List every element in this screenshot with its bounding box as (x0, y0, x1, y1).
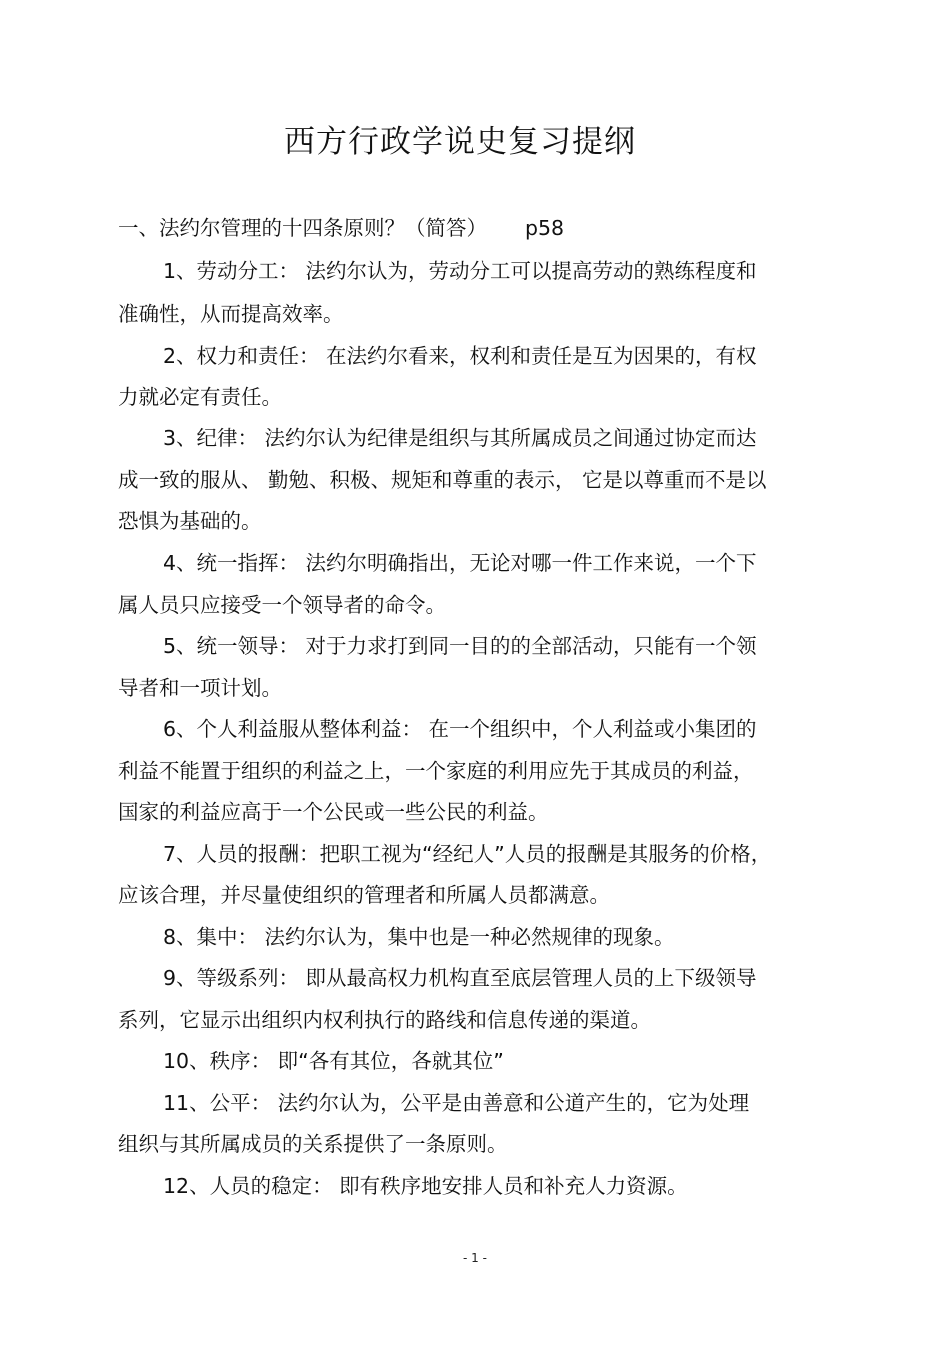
paragraph-line: 属人员只应接受一个领导者的命令。 (118, 593, 446, 617)
paragraph-line: 导者和一项计划。 (118, 676, 282, 700)
paragraph-line: 利益不能置于组织的利益之上，一个家庭的利用应先于其成员的利益， (118, 759, 754, 783)
paragraph-line: 8、集中： 法约尔认为，集中也是一种必然规律的现象。 (163, 925, 675, 949)
paragraph-line: 12、人员的稳定： 即有秩序地安排人员和补充人力资源。 (163, 1174, 688, 1198)
paragraph-line: 11、公平： 法约尔认为，公平是由善意和公道产生的，它为处理 (163, 1091, 750, 1115)
page-reference: p58 (525, 216, 565, 240)
paragraph-line: 5、统一领导： 对于力求打到同一目的的全部活动，只能有一个领 (163, 634, 757, 658)
paragraph-line: 2、权力和责任： 在法约尔看来，权利和责任是互为因果的，有权 (163, 344, 757, 368)
paragraph-line: 力就必定有责任。 (118, 385, 282, 409)
paragraph-line: 1、劳动分工： 法约尔认为，劳动分工可以提高劳动的熟练程度和 (163, 259, 757, 283)
section-heading-text: 一、法约尔管理的十四条原则？（简答） (118, 216, 487, 240)
paragraph-line: 准确性，从而提高效率。 (118, 302, 344, 326)
paragraph-line: 10、秩序： 即“各有其位，各就其位” (163, 1049, 504, 1073)
paragraph-line: 系列，它显示出组织内权利执行的路线和信息传递的渠道。 (118, 1008, 651, 1032)
paragraph-line: 恐惧为基础的。 (118, 509, 262, 533)
paragraph-line: 组织与其所属成员的关系提供了一条原则。 (118, 1132, 508, 1156)
paragraph-line: 成一致的服从、 勤勉、积极、规矩和尊重的表示， 它是以尊重而不是以 (118, 468, 767, 492)
paragraph-line: 4、统一指挥： 法约尔明确指出，无论对哪一件工作来说，一个下 (163, 551, 757, 575)
paragraph-line: 7、人员的报酬：把职工视为“经纪人”人员的报酬是其服务的价格， (163, 842, 772, 866)
paragraph-line: 3、纪律： 法约尔认为纪律是组织与其所属成员之间通过协定而达 (163, 426, 757, 450)
page-number: - 1 - (463, 1251, 487, 1265)
paragraph-line: 应该合理，并尽量使组织的管理者和所属人员都满意。 (118, 883, 610, 907)
paragraph-line: 9、等级系列： 即从最高权力机构直至底层管理人员的上下级领导 (163, 966, 757, 990)
paragraph-line: 国家的利益应高于一个公民或一些公民的利益。 (118, 800, 549, 824)
document-title: 西方行政学说史复习提纲 (284, 124, 636, 160)
paragraph-line: 6、个人利益服从整体利益： 在一个组织中，个人利益或小集团的 (163, 717, 757, 741)
section-heading (118, 213, 564, 243)
